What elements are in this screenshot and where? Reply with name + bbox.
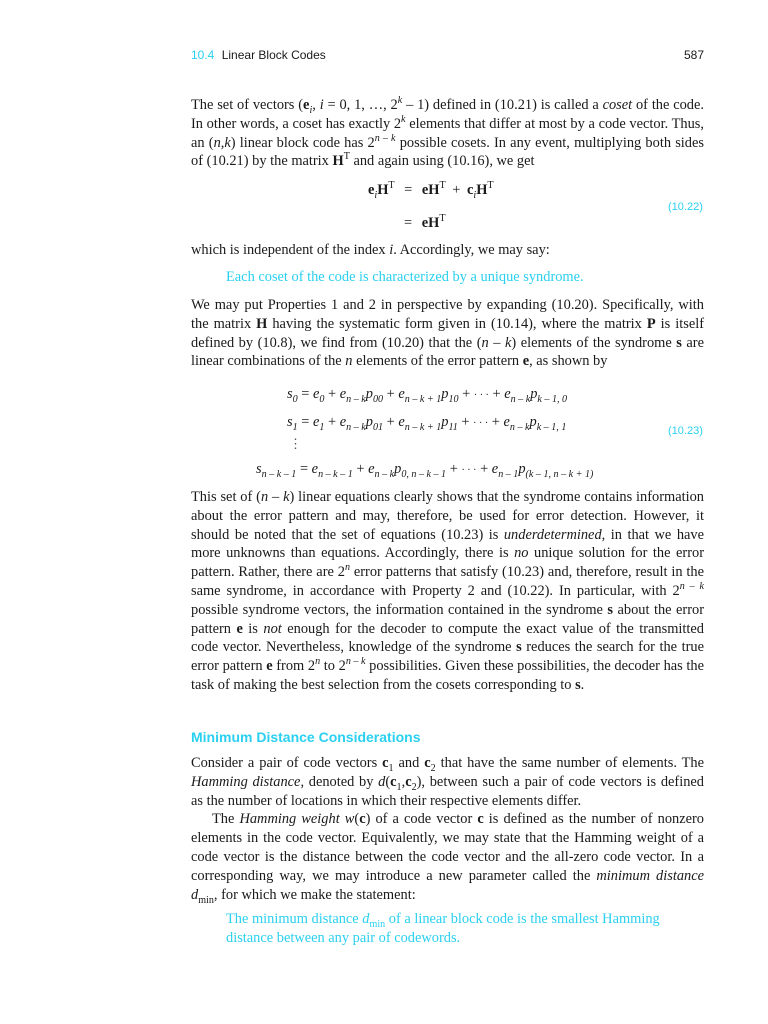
page-number: 587 (683, 48, 704, 62)
equation-number-10-22: (10.22) (668, 201, 703, 213)
paragraph-linear-equations: This set of (n – k) linear equations clearly shows that the syndrome contains information about the error pattern and may, therefore, be used for error detection. However, it should be noted that the set of equations (10.23) is underdetermined, in that we have more unknowns than equations. Accordingly, there is no unique solution for the error pattern. Rather, there are 2$^n$ error patterns that satisfy (10.23) and, therefore, result in the same syndrome, in accordance with Property 2 and (10.22). In particular, with 2$^{n - k}$ possible syndrome vectors, the information contained in the syndrome s about the error pattern e is not enough for the decoder to compute the exact value of the transmitted code vector. Nevertheless, knowledge of the syndrome s reduces the search for the true error pattern e from 2$^n$ to 2$^{n - k}$ possibilities. Given these possibilities, the decoder has the task of making the best selection from the cosets corresponding to s. (191, 489, 705, 693)
paragraph-properties-perspective: We may put Properties 1 and 2 in perspective by expanding (10.20). Specifically, with the matrix H having the systematic form given in (10.14), where the matrix P is itself defined by (10.8), we find from (10.20) that the (n – k) elements of the syndrome s are linear combinations of the n elements of the error pattern e, as shown by (191, 297, 704, 370)
equation-10-23-row-s0: $s_0 = e_0 + e_{n - k}p_{00} + e_{n - k + 1}p_{10}$ + · · · + $e_{n - k}p_{k - 1, 0}$ (287, 386, 568, 405)
statement-minimum-distance: The minimum distance $d_{min}$ of a linear block code is the smallest Hamming distance between any pair of codewords. (226, 911, 660, 946)
paragraph-coset-intro: The set of vectors ($e_i$, i = 0, 1, …, 2$^k$ – 1) defined in (10.21) is called a coset of the code. In other words, a coset has exactly 2$^k$ elements that differ at most by a code vector. Thus, an (n,k) linear block code has 2$^{n - k}$ possible cosets. In any event, multiplying both sides of (10.21) by the matrix $H^T$ and again using (10.16), we get (191, 95, 705, 170)
equation-10-23-row-last: $s_{n - k - 1} = e_{n - k - 1} + e_{n - k}p_{0, n - k - 1}$ + · · · + $e_{n - 1}p_{(k - 1, n - k + 1)}$ (256, 461, 594, 480)
paragraph-hamming-distance: Consider a pair of code vectors $c_1$ and $c_2$ that have the same number of elements. The Hamming distance, denoted by $d(c_1,c_2)$, between such a pair of code vectors is defined as the number of locations in which their respective elements differ. The Hamming weight w(c) of a code vector c is defined as the number of nonzero elements in the code vector. Equivalently, we may state that the Hamming weight of a code vector is the distance between the code vector and the all-zero code vector. In a corresponding way, we may introduce a new parameter called the minimum distance $d_{min}$, for which we make the statement: (191, 755, 704, 906)
section-number: 10.4 (191, 48, 215, 62)
equation-10-23-row-s1: $s_1 = e_1 + e_{n - k}p_{01} + e_{n - k + 1}p_{11}$ + · · · + $e_{n - k}p_{k - 1, 1}$ (287, 414, 567, 433)
equation-number-10-23: (10.23) (668, 425, 703, 437)
statement-coset-syndrome: Each coset of the code is characterized by a unique syndrome. (226, 269, 584, 285)
section-title: Linear Block Codes (221, 48, 326, 62)
vertical-ellipsis: ⋮ (289, 436, 302, 451)
running-header (191, 48, 326, 62)
equation-10-22-line2: = $eH^T$ (404, 213, 446, 231)
equation-10-22-line1: $e_iH^T = eH^T + c_iH^T$ (368, 180, 494, 201)
section-heading: Minimum Distance Considerations (191, 729, 421, 745)
paragraph-index-independent: which is independent of the index i. Accordingly, we may say: (191, 242, 550, 258)
